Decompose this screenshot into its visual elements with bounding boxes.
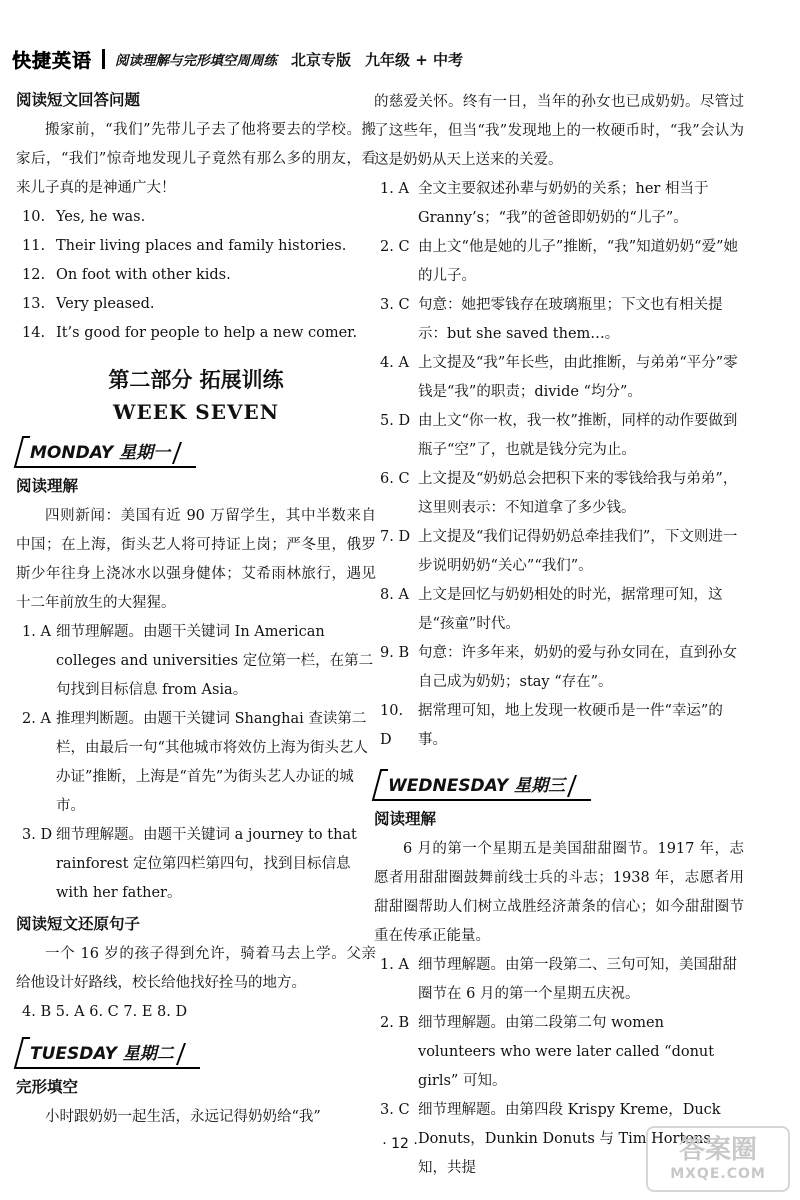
edition-label: 北京专版 (291, 50, 352, 69)
answer-text: 细节理解题。由题干关键词 In American colleges and universities 定位第一栏，在第二句找到目标信息 from Asia。 (56, 624, 374, 698)
watermark-text: 答案圈 (678, 1135, 757, 1165)
section-title-restore: 阅读短文还原句子 (16, 915, 141, 933)
answer-number: 3. C (380, 1102, 410, 1118)
answer-item (16, 290, 376, 319)
section-title-reading: 阅读理解 (374, 810, 437, 828)
page-number: · 12 · (382, 1136, 418, 1152)
left-column (16, 88, 376, 1132)
answer-item (374, 291, 744, 349)
day-label-wednesday (374, 769, 591, 801)
answer-number: 8. A (380, 587, 409, 603)
answer-item (374, 951, 744, 1009)
answer-item (16, 203, 376, 232)
answer-item (16, 618, 376, 705)
answer-text: 细节理解题。由第四段 Krispy Kreme，Duck Donuts，Dunkin Donuts 与 Tim Hortons 知，共提 (418, 1102, 721, 1176)
answer-item (374, 465, 744, 523)
answer-number: 14. (22, 325, 46, 341)
answer-number: 10. D (380, 703, 404, 748)
week-title: WEEK SEVEN (112, 400, 280, 424)
section-title-short-answer: 阅读短文回答问题 (16, 91, 141, 109)
answer-item (374, 407, 744, 465)
answer-number: 12. (22, 267, 46, 283)
answer-item (16, 705, 376, 821)
answer-number: 2. C (380, 239, 410, 255)
section-title-cloze: 完形填空 (16, 1078, 79, 1096)
answer-text: 由上文“你一枚，我一枚”推断，同样的动作要做到瓶子“空”了，也就是钱分完为止。 (418, 413, 738, 458)
answer-number: 1. A (22, 624, 51, 640)
answer-number: 13. (22, 296, 46, 312)
answer-text: 细节理解题。由第二段第二句 women volunteers who were later called “donut girls” 可知。 (418, 1015, 715, 1089)
watermark-url: MXQE.COM (670, 1166, 766, 1182)
answer-number: 1. A (380, 181, 409, 197)
answer-text: Their living places and family histories. (56, 238, 347, 254)
answer-item (374, 581, 744, 639)
answer-text: 句意：她把零钱存在玻璃瓶里；下文也有相关提示：but she saved them…。 (418, 297, 723, 342)
restore-answers: 4. B 5. A 6. C 7. E 8. D (22, 1004, 188, 1020)
answer-item (374, 175, 744, 233)
answer-item (16, 232, 376, 261)
answer-item (374, 697, 744, 755)
answer-item (16, 261, 376, 290)
brand-logo: 快捷英语 (12, 49, 93, 72)
answer-text: 上文是回忆与奶奶相处的时光，据常理可知，这是“孩童”时代。 (418, 587, 723, 632)
answer-text: 由上文“他是她的儿子”推断，“我”知道奶奶“爱”她的儿子。 (418, 239, 738, 284)
day-label-monday (16, 436, 196, 468)
answer-item (374, 233, 744, 291)
answer-number: 4. A (380, 355, 409, 371)
answer-item (374, 1009, 744, 1096)
answer-text: On foot with other kids. (56, 267, 231, 283)
day-label-text: TUESDAY 星期二 (30, 1044, 174, 1064)
answer-number: 11. (22, 238, 46, 254)
page-header (12, 44, 788, 74)
monday-summary: 四则新闻：美国有近 90 万留学生，其中半数来自中国；在上海，街头艺人将可持证上岗；严冬里，俄罗斯少年往身上浇冰水以强身健体；艾希雨林旅行，遇见十二年前放生的大猩猩。 (16, 508, 376, 611)
watermark-logo (646, 1126, 790, 1192)
answer-item (374, 523, 744, 581)
answer-text: 全文主要叙述孙辈与奶奶的关系；her 相当于 Granny’s；“我”的爸爸即奶奶的“儿子”。 (418, 181, 709, 226)
answer-number: 1. A (380, 957, 409, 973)
answer-text: 细节理解题。由题干关键词 a journey to that rainforest 定位第四栏第四句，找到目标信息 with her father。 (56, 827, 357, 901)
answer-item (16, 821, 376, 908)
answer-text: 上文提及“我们记得奶奶总牵挂我们”，下文则进一步说明奶奶“关心”“我们”。 (418, 529, 738, 574)
header-divider (102, 49, 105, 69)
series-title: 阅读理解与完形填空周周练 (115, 53, 278, 69)
answer-number: 2. B (380, 1015, 410, 1031)
grade-label: 九年级 + 中考 (365, 50, 464, 69)
answer-item (374, 349, 744, 407)
answer-text: Yes, he was. (56, 209, 146, 225)
answer-number: 3. D (22, 827, 53, 843)
restore-summary: 一个 16 岁的孩子得到允许，骑着马去上学。父亲给他设计好路线，校长给他找好拴马的地方。 (16, 946, 376, 991)
wednesday-summary: 6 月的第一个星期五是美国甜甜圈节。1917 年，志愿者用甜甜圈鼓舞前线士兵的斗志；1938 年，志愿者用甜甜圈帮助人们树立战胜经济萧条的信心；如今甜甜圈节重在传承正能量。 (374, 841, 744, 944)
answer-text: 推理判断题。由题干关键词 Shanghai 查读第二栏，由最后一句“其他城市将效仿上海为街头艺人办证”推断，上海是“首先”为街头艺人办证的城市。 (56, 711, 368, 814)
day-label-slash (172, 442, 182, 464)
answer-item (374, 639, 744, 697)
answer-number: 2. A (22, 711, 51, 727)
answer-text: 上文提及“我”年长些，由此推断，与弟弟“平分”零钱是“我”的职责；divide “均分”。 (418, 355, 738, 400)
answer-text: It’s good for people to help a new comer. (56, 325, 358, 341)
answer-text: 句意：许多年来，奶奶的爱与孙女同在，直到孙女自己成为奶奶；stay “存在”。 (418, 645, 737, 690)
answer-text: 上文提及“奶奶总会把积下来的零钱给我与弟弟”，这里则表示：不知道拿了多少钱。 (418, 471, 738, 516)
day-label-slash (176, 1043, 186, 1065)
answer-item (16, 319, 376, 348)
day-label-text: MONDAY 星期一 (30, 443, 171, 463)
answer-number: 5. D (380, 413, 411, 429)
answer-number: 3. C (380, 297, 410, 313)
day-label-text: WEDNESDAY 星期三 (388, 776, 566, 796)
day-label-tuesday (16, 1037, 200, 1069)
answer-text: 据常理可知，地上发现一枚硬币是一件“幸运”的事。 (418, 703, 723, 748)
answer-number: 7. D (380, 529, 411, 545)
answer-number: 9. B (380, 645, 410, 661)
day-label-slash (567, 775, 577, 797)
short-answer-summary: 搬家前，“我们”先带儿子去了他将要去的学校。搬家后，“我们”惊奇地发现儿子竟然有那么多的朋友，看来儿子真的是神通广大！ (16, 122, 376, 196)
tuesday-summary-start: 小时跟奶奶一起生活，永远记得奶奶给“我” (45, 1109, 321, 1125)
right-column (374, 88, 744, 1183)
answer-text: Very pleased. (56, 296, 155, 312)
section-title-reading: 阅读理解 (16, 477, 79, 495)
part-title: 第二部分 拓展训练 (108, 368, 284, 392)
answer-number: 10. (22, 209, 46, 225)
tuesday-summary-continued: 的慈爱关怀。终有一日，当年的孙女也已成奶奶。尽管过了这些年，但当“我”发现地上的一枚硬币时，“我”会认为这是奶奶从天上送来的关爱。 (374, 94, 744, 168)
answer-number: 6. C (380, 471, 410, 487)
answer-text: 细节理解题。由第一段第二、三句可知，美国甜甜圈节在 6 月的第一个星期五庆祝。 (418, 957, 737, 1002)
